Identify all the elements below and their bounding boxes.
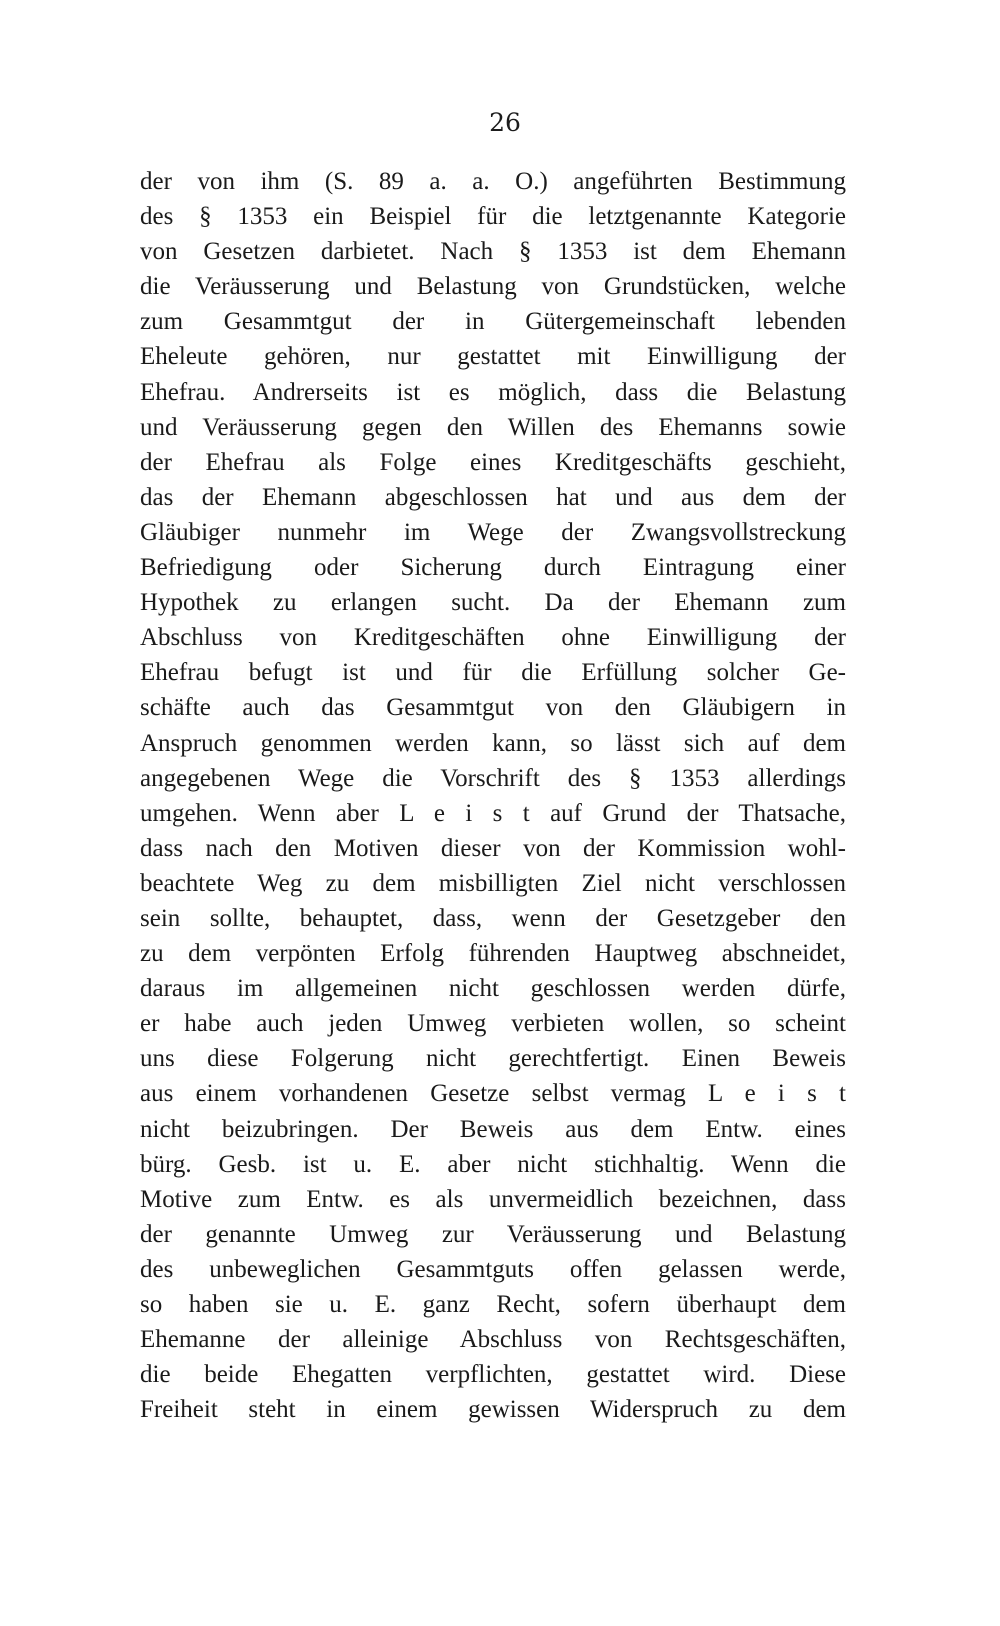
text-line: des § 1353 ein Beispiel für die letztgenannte Kategorie xyxy=(140,203,846,231)
text-line: des unbeweglichen Gesammtguts offen gelassen werde, xyxy=(140,1255,846,1283)
text-line: angegebenen Wege die Vorschrift des § 1353 allerdings xyxy=(140,764,846,792)
text-line: so haben sie u. E. ganz Recht, sofern überhaupt dem xyxy=(140,1291,846,1318)
text-line: Ehemanne der alleinige Abschluss von Rechtsgeschäften, xyxy=(140,1326,846,1354)
text-line: Anspruch genommen werden kann, so lässt sich auf dem xyxy=(140,729,846,757)
text-line: zu dem verpönten Erfolg führenden Hauptweg abschneidet, xyxy=(140,940,846,968)
text-line: bürg. Gesb. ist u. E. aber nicht stichhaltig. Wenn die xyxy=(140,1150,846,1178)
text-line: der genannte Umweg zur Veräusserung und Belastung xyxy=(140,1220,846,1248)
text-line: Abschluss von Kreditgeschäften ohne Einwilligung der xyxy=(140,624,846,652)
text-line: der von ihm (S. 89 a. a. O.) angeführten Bestimmung xyxy=(140,168,846,195)
page-number: 26 xyxy=(489,108,521,137)
text-line: Befriedigung oder Sicherung durch Eintragung einer xyxy=(140,554,846,582)
text-line: Hypothek zu erlangen sucht. Da der Ehemann zum xyxy=(140,589,846,617)
text-line: er habe auch jeden Umweg verbieten wollen, so scheint xyxy=(140,1010,846,1038)
text-line: sein sollte, behauptet, dass, wenn der Gesetzgeber den xyxy=(140,904,846,932)
text-line: und Veräusserung gegen den Willen des Ehemanns sowie xyxy=(140,413,846,441)
text-line: Motive zum Entw. es als unvermeidlich bezeichnen, dass xyxy=(140,1185,846,1213)
text-line: aus einem vorhandenen Gesetze selbst vermag L e i s t xyxy=(140,1080,846,1108)
text-line: Eheleute gehören, nur gestattet mit Einwilligung der xyxy=(140,343,846,371)
body-text xyxy=(140,164,846,1427)
text-line: Ehefrau. Andrerseits ist es möglich, dass die Belastung xyxy=(140,378,846,406)
text-line: die Veräusserung und Belastung von Grundstücken, welche xyxy=(140,273,846,301)
text-line: Freiheit steht in einem gewissen Widerspruch zu dem xyxy=(140,1396,846,1424)
text-line: zum Gesammtgut der in Gütergemeinschaft lebenden xyxy=(140,308,846,336)
text-line: dass nach den Motiven dieser von der Kommission wohl- xyxy=(140,834,846,862)
text-line: beachtete Weg zu dem misbilligten Ziel nicht verschlossen xyxy=(140,869,846,897)
text-line: der Ehefrau als Folge eines Kreditgeschäfts geschieht, xyxy=(140,448,846,476)
text-line: die beide Ehegatten verpflichten, gestattet wird. Diese xyxy=(140,1361,846,1389)
text-line: uns diese Folgerung nicht gerechtfertigt. Einen Beweis xyxy=(140,1045,846,1073)
text-line: nicht beizubringen. Der Beweis aus dem Entw. eines xyxy=(140,1115,846,1143)
text-line: Ehefrau befugt ist und für die Erfüllung solcher Ge- xyxy=(140,659,846,687)
text-line: schäfte auch das Gesammtgut von den Gläubigern in xyxy=(140,694,846,722)
text-line: von Gesetzen darbietet. Nach § 1353 ist dem Ehemann xyxy=(140,238,846,266)
text-line: Gläubiger nunmehr im Wege der Zwangsvollstreckung xyxy=(140,518,846,546)
text-line: daraus im allgemeinen nicht geschlossen werden dürfe, xyxy=(140,975,846,1003)
text-line: umgehen. Wenn aber L e i s t auf Grund der Thatsache, xyxy=(140,799,846,827)
text-line: das der Ehemann abgeschlossen hat und aus dem der xyxy=(140,483,846,511)
